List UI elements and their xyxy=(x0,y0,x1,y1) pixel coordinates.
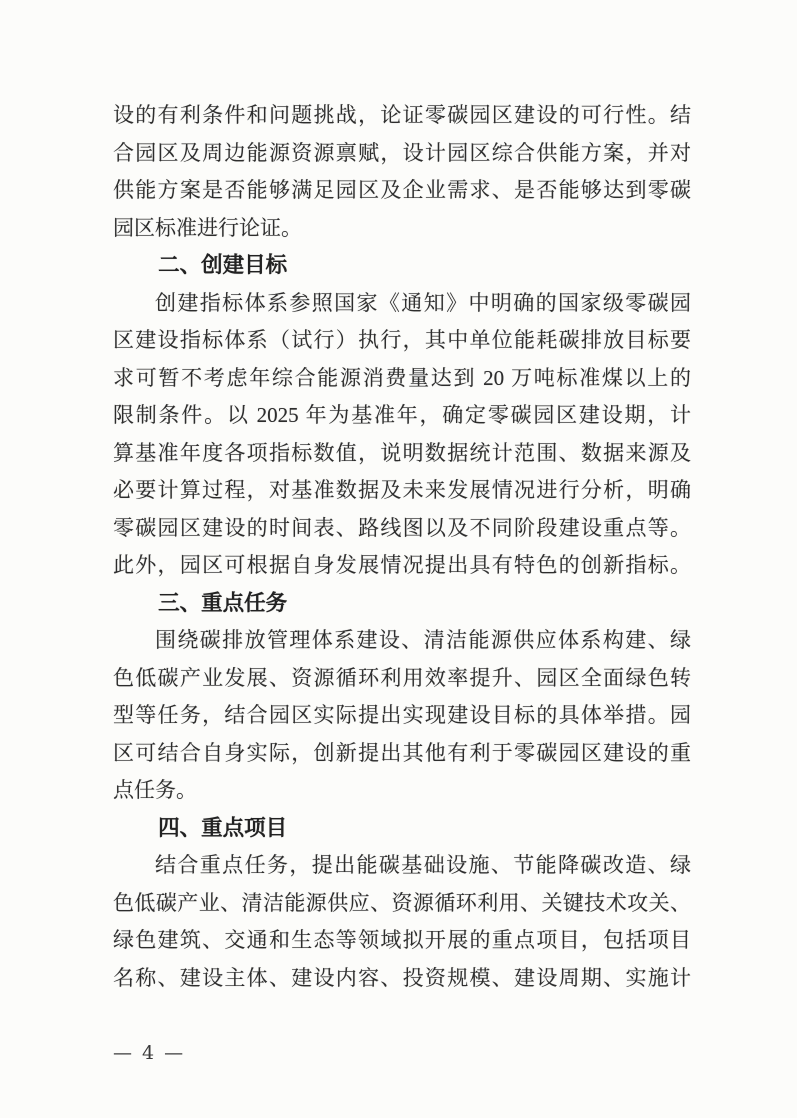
body-line: 围绕碳排放管理体系建设、清洁能源供应体系构建、绿 xyxy=(155,628,691,652)
body-line: 设的有利条件和问题挑战，论证零碳园区建设的可行性。结 xyxy=(113,103,691,127)
body-line: 区建设指标体系（试行）执行，其中单位能耗碳排放目标要 xyxy=(113,328,691,352)
section-heading-key-tasks: 三、重点任务 xyxy=(158,590,288,615)
body-line: 型等任务，结合园区实际提出实现建设目标的具体举措。园 xyxy=(113,703,691,727)
body-line: 点任务。 xyxy=(113,778,197,802)
body-line: 园区标准进行论证。 xyxy=(113,215,302,240)
body-line: 限制条件。以 2025 年为基准年，确定零碳园区建设期，计 xyxy=(113,403,691,427)
body-line: 供能方案是否能够满足园区及企业需求、是否能够达到零碳 xyxy=(113,178,691,202)
body-line: 绿色建筑、交通和生态等领域拟开展的重点项目，包括项目 xyxy=(113,928,691,952)
section-heading-key-projects: 四、重点项目 xyxy=(158,815,288,840)
body-line: 名称、建设主体、建设内容、投资规模、建设周期、实施计 xyxy=(113,965,691,990)
body-line: 区可结合自身实际，创新提出其他有利于零碳园区建设的重 xyxy=(113,740,691,765)
page-number: — 4 — xyxy=(113,1042,186,1064)
body-line: 零碳园区建设的时间表、路线图以及不同阶段建设重点等。 xyxy=(113,515,691,540)
section-heading-creation-goals: 二、创建目标 xyxy=(158,253,288,277)
body-line: 此外，园区可根据自身发展情况提出具有特色的创新指标。 xyxy=(113,553,691,577)
body-line: 色低碳产业发展、资源循环利用效率提升、园区全面绿色转 xyxy=(113,665,691,690)
body-line: 创建指标体系参照国家《通知》中明确的国家级零碳园 xyxy=(155,290,691,315)
body-line: 色低碳产业、清洁能源供应、资源循环利用、关键技术攻关、 xyxy=(113,890,691,915)
body-line: 结合重点任务，提出能碳基础设施、节能降碳改造、绿 xyxy=(155,853,691,877)
body-line: 合园区及周边能源资源禀赋，设计园区综合供能方案，并对 xyxy=(113,140,691,165)
document-body xyxy=(113,97,691,997)
body-line: 算基准年度各项指标数值，说明数据统计范围、数据来源及 xyxy=(113,440,691,465)
body-line: 求可暂不考虑年综合能源消费量达到 20 万吨标准煤以上的 xyxy=(113,365,691,390)
body-line: 必要计算过程，对基准数据及未来发展情况进行分析，明确 xyxy=(113,478,691,502)
